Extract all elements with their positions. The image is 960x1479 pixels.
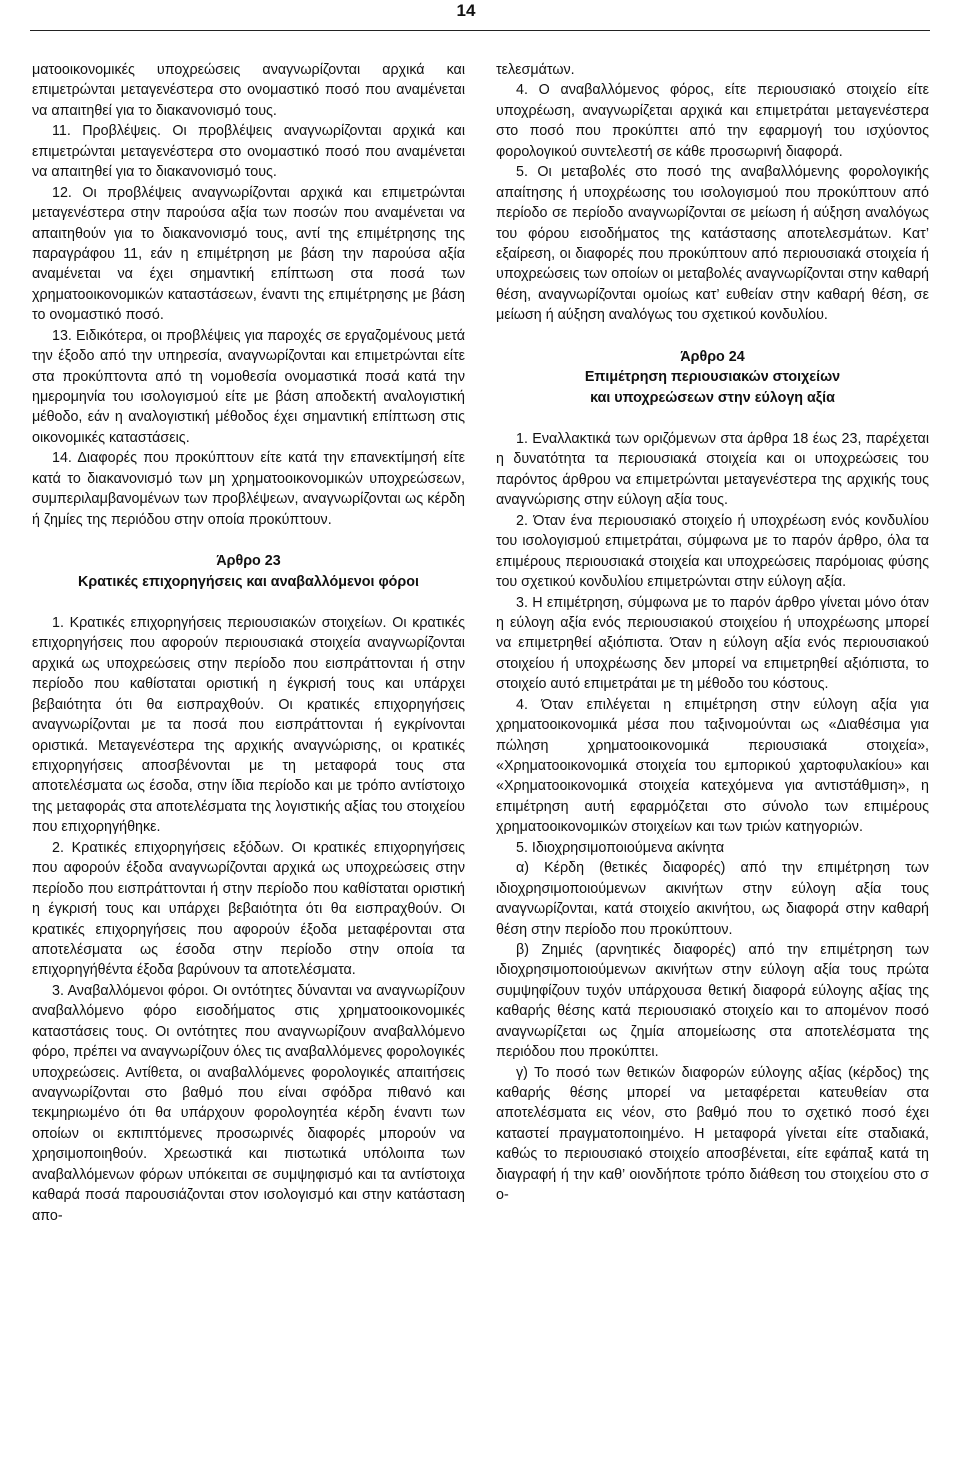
paragraph: β) Ζημιές (αρνητικές διαφορές) από την επιμέτρηση των ιδιοχρησιμοποιούμενων ακινήτων στην εύλογη αξία τους πρώτα συμψηφίζουν τυχόν υπάρχουσα θετική διαφορά εύλογης αξίας της καθαρής θέσης κατά περιουσιακό στοιχείο και το απομένον ποσό αναγνωρίζεται ως ζημία απομείωσης στα αποτελέσματα της περιόδου που προκύπτει. (496, 941, 929, 1061)
paragraph: 12. Οι προβλέψεις αναγνωρίζονται αρχικά και επιμετρώνται μεταγενέστερα στην παρούσα αξία των ποσών που αναμένεται να απαιτηθούν για το διακανονισμό τους, αντί της επιμέτρησης της παραγράφου 11, εάν η επιμέτρηση με βάση την παρούσα αξία αναμένεται να έχει σημαντική επίπτωση στα ποσά των χρηματοοικονομικών καταστάσεων, έναντι της επιμέτρησης με βάση το ονομαστικό ποσό. (32, 184, 465, 324)
paragraph: 5. Οι μεταβολές στο ποσό της αναβαλλόμενης φορολογικής απαίτησης ή υποχρέωσης του ισολογισμού που προκύπτουν από περίοδο σε περίοδο αναγνωρίζονται σε μείωση ή αύξηση αναλόγως του φόρου εισοδήματος της κατάστασης αποτελεσμάτων. Κατ’ εξαίρεση, οι διαφορές που προκύπτουν από περιουσιακά στοιχεία ή υποχρεώσεις των οποίων οι μεταβολές αναγνωρίζονται στην καθαρή θέση, αναγνωρίζονται ομοίως κατ’ ευθείαν στην καθαρή θέση, σε μείωση ή αύξηση αναλόγως του σχετικού κονδυλίου. (496, 164, 929, 324)
article-24-subtitle-line-2: και υποχρεώσεων στην εύλογη αξία (590, 389, 835, 406)
paragraph: τελεσμάτων. (496, 62, 575, 78)
paragraph: α) Κέρδη (θετικές διαφορές) από την επιμέτρηση των ιδιοχρησιμοποιούμενων ακινήτων στην εύλογη αξία τους αναγνωρίζονται, κατά στοιχείο ακινήτου, ως διαφορά στην καθαρή θέση στην περίοδο που προκύπτουν. (496, 860, 929, 938)
paragraph: ματοοικονομικές υποχρεώσεις αναγνωρίζονται αρχικά και επιμετρώνται μεταγενέστερα στο ονομαστικό ποσό που αναμένεται να απαιτηθεί για το διακανονισμό τους. (32, 62, 465, 119)
paragraph: 13. Ειδικότερα, οι προβλέψεις για παροχές σε εργαζομένους μετά την έξοδο από την υπηρεσία, αναγνωρίζονται και επιμετρώνται είτε στα προκύπτοντα από τη νομοθεσία ονομαστικά ποσά κατά την ημερομηνία του ισολογισμού είτε με βάση αποδεκτή αναλογιστική μέθοδο, εάν η αναλογιστική μέθοδος έχει σημαντική επίπτωση στις οικονομικές καταστάσεις. (32, 327, 465, 446)
page-number: 14 (456, 1, 476, 20)
right-column (496, 60, 929, 1206)
paragraph: 1. Κρατικές επιχορηγήσεις περιουσιακών στοιχείων. Οι κρατικές επιχορηγήσεις που αφορούν περιουσιακά στοιχεία αναγνωρίζονται αρχικά ως υποχρεώσεις στην περίοδο που εισπράττονται ή στην περίοδο που καθίσταται οριστική η έγκρισή τους και υπάρχει βεβαιότητα ότι θα εισπραχθούν. Οι κρατικές επιχορηγήσεις αναγνωρίζονται με τα ποσά που εισπράττονται ή εγκρίνονται οριστικά. Μεταγενέστερα της αρχικής αναγνώρισης, οι κρατικές επιχορηγήσεις αποσβένονται με τη μεταφορά τους στα αποτελέσματα ως έσοδα, στην ίδια περίοδο και με τρόπο αντίστοιχο της μεταφοράς στα αποτελέσματα της λογιστικής αξίας του στοιχείου που επιχορηγήθηκε. (32, 614, 465, 836)
paragraph: 5. Ιδιοχρησιμοποιούμενα ακίνητα (516, 839, 725, 856)
article-24-title: Άρθρο 24 (680, 348, 745, 365)
paragraph: 2. Κρατικές επιχορηγήσεις εξόδων. Οι κρατικές επιχορηγήσεις που αφορούν έξοδα αναγνωρίζονται αρχικά ως υποχρεώσεις στην περίοδο που εισπράττονται ή στην περίοδο που καθίσταται οριστική η έγκρισή τους και υπάρχει βεβαιότητα ότι θα εισπραχθούν. Οι κρατικές επιχορηγήσεις που αφορούν έξοδα μεταφέρονται στα αποτελέσματα ως έσοδα στην περίοδο στην οποία τα επιχορηγήθέντα έξοδα βαρύνουν τα αποτελέσματα. (32, 839, 465, 979)
paragraph: 11. Προβλέψεις. Οι προβλέψεις αναγνωρίζονται αρχικά και επιμετρώνται μεταγενέστερα στο ονομαστικό ποσό που αναμένεται να απαιτηθεί για το διακανονισμό τους. (32, 123, 465, 181)
paragraph: 4. Όταν επιλέγεται η επιμέτρηση στην εύλογη αξία για χρηματοοικονομικά μέσα που ταξινομούνται ως «Διαθέσιμα για πώληση χρηματοοικονομικά περιουσιακά στοιχεία», «Χρηματοοικονομικά στοιχεία του εμπορικού χαρτοφυλακίου» και «Χρηματοοικονομικά στοιχεία κατεχόμενα για αντιστάθμιση», η επιμέτρηση αυτή εφαρμόζεται στο σύνολο των επιμέρους χρηματοοικονομικών στοιχείων και των τριών κατηγοριών. (496, 696, 929, 836)
paragraph: 3. Αναβαλλόμενοι φόροι. Οι οντότητες δύνανται να αναγνωρίζουν αναβαλλόμενο φόρο εισοδήματος στις χρηματοοικονομικές καταστάσεις τους. Οι οντότητες που αναγνωρίζουν αναβαλλόμενο φόρο, πρέπει να αναγνωρίζουν όλες τις αναβαλλόμενες φορολογικές υποχρεώσεις. Αντίθετα, οι αναβαλλόμενες φορολογικές απαιτήσεις αναγνωρίζονται στο βαθμό που είναι σφόδρα πιθανό και τεκμηριωμένο ότι θα υπάρχουν φορολογητέα κέρδη έναντι των οποίων οι εκπιπτόμενες προσωρινές διαφορές μπορούν να χρησιμοποιηθούν. Χρεωστικά και πιστωτικά υπόλοιπα των αναβαλλόμενων φόρων υπόκειται σε συμψηφισμό και τα αντίστοιχα καθαρά ποσά παρουσιάζονται στον ισολογισμό και στην κατάσταση απο- (32, 982, 465, 1224)
paragraph: 4. Ο αναβαλλόμενος φόρος, είτε περιουσιακό στοιχείο είτε υποχρέωση, αναγνωρίζεται αρχικά και επιμετράται μεταγενέστερα στο ποσό που προκύπτει από την εφαρμογή του ισχύοντος φορολογικού συντελεστή σε κάθε προσωρινή διαφορά. (496, 82, 929, 160)
article-23-title: Άρθρο 23 (216, 553, 281, 570)
paragraph: 2. Όταν ένα περιουσιακό στοιχείο ή υποχρέωση ενός κονδυλίου του ισολογισμού επιμετράται, σύμφωνα με το παρόν άρθρο, όλα τα επιμέρους περιουσιακά στοιχεία και υποχρεώσεις παρόμοιας φύσης του σχετικού κονδυλίου επιμετρώνται στην εύλογη αξία. (496, 512, 929, 591)
paragraph: γ) Το ποσό των θετικών διαφορών εύλογης αξίας (κέρδος) της καθαρής θέσης μπορεί να μεταφέρεται κατευθείαν στα αποτελέσματα εις νέον, στο βαθμό που το σχετικό ποσό έχει καταστεί πραγματοποιημένο. Η μεταφορά γίνεται είτε σταδιακά, καθώς το περιουσιακό στοιχείο αποσβένεται, είτε εφάπαξ κατά τη διαγραφή ή την καθ’ οιονδήποτε τρόπο διάθεση του στοιχείου στο σ ο- (496, 1064, 929, 1204)
paragraph: 1. Εναλλακτικά των οριζόμενων στα άρθρα 18 έως 23, παρέχεται η δυνατότητα τα περιουσιακά στοιχεία και οι υποχρεώσεις του παρόντος άρθρου να επιμετρώνται μεταγενέστερα της αρχικής τους αναγνώρισης στην εύλογη αξία τους. (496, 431, 929, 509)
article-23-subtitle: Κρατικές επιχορηγήσεις και αναβαλλόμενοι φόροι (78, 573, 419, 590)
paragraph: 3. Η επιμέτρηση, σύμφωνα με το παρόν άρθρο γίνεται μόνο όταν η εύλογη αξία ενός περιουσιακού στοιχείου ή υποχρέωσης μπορεί να επιμετρηθεί αξιόπιστα. Όταν η εύλογη αξία ενός περιουσιακού στοιχείου ή υποχρέωσης δεν μπορεί να επιμετρηθεί αξιόπιστα, το στοιχείο αυτό επιμετράται με τη μέθοδο του κόστους. (496, 594, 929, 693)
left-column (32, 60, 465, 1226)
header-rule (30, 30, 930, 31)
article-24-subtitle-line-1: Επιμέτρηση περιουσιακών στοιχείων (584, 369, 841, 386)
paragraph: 14. Διαφορές που προκύπτουν είτε κατά την επανεκτίμησή είτε κατά το διακανονισμό των μη χρηματοοικονομικών υποχρεώσεων, συμπεριλαμβανομένων των προβλέψεων, αναγνωρίζονται ως κέρδη ή ζημίες της περιόδου στην οποία προκύπτουν. (32, 450, 465, 528)
